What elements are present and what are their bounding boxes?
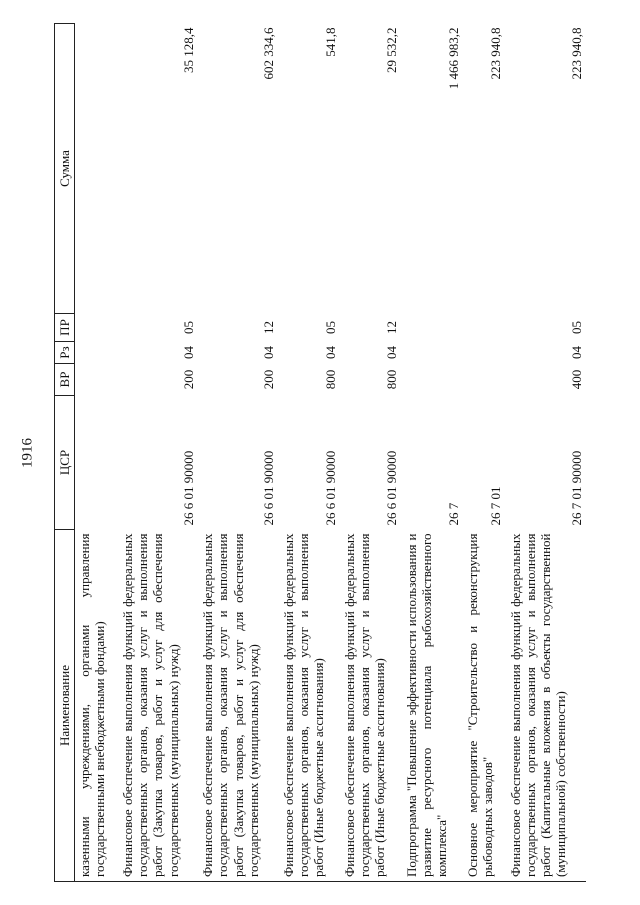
row-rz [75, 341, 118, 363]
header-vr: ВР [55, 363, 75, 395]
row-sum: 541,8 [322, 27, 338, 57]
table-row [118, 23, 198, 881]
row-vr [402, 363, 463, 395]
row-pr: 12 [261, 320, 277, 334]
row-name: Финансовое обеспечение выполнения функций федеральных государственных органов, оказания услуг и выполнения работ (Закупка товаров, работ и услуг для обеспечения государственных (муниципальных) нужд) [118, 529, 198, 881]
row-pr [75, 313, 118, 341]
row-name: Финансовое обеспечение выполнения функций федеральных государственных органов, оказания услуг и выполнения работ (Иные бюджетные ассигнования) [340, 529, 401, 881]
row-pr [463, 313, 506, 341]
row-vr: 800 [384, 369, 400, 389]
row-csr: 26 7 01 90000 [568, 450, 584, 525]
header-pr: ПР [55, 313, 75, 341]
row-name: Подпрограмма "Повышение эффективности использования и развитие ресурсного потенциала рыбохозяйственного комплекса" [402, 529, 463, 881]
row-pr: 05 [322, 320, 338, 334]
row-sum: 223 940,8 [568, 27, 584, 79]
row-csr [75, 395, 118, 529]
table-body [75, 23, 586, 881]
row-sum: 1 466 983,2 [445, 27, 461, 89]
row-vr: 800 [322, 369, 338, 389]
row-rz: 04 [181, 345, 197, 359]
row-pr: 12 [384, 320, 400, 334]
table-row [75, 23, 118, 881]
row-csr: 26 6 01 90000 [261, 450, 277, 525]
budget-table [54, 23, 586, 882]
row-vr: 200 [261, 369, 277, 389]
row-sum: 29 532,2 [384, 27, 400, 73]
row-rz [402, 341, 463, 363]
table-row [340, 23, 401, 881]
table-row [463, 23, 506, 881]
table-row [279, 23, 340, 881]
row-pr: 05 [568, 320, 584, 334]
header-csr: ЦСР [55, 395, 75, 529]
row-rz: 04 [568, 345, 584, 359]
rotated-table-container [54, 24, 586, 882]
table-row [198, 23, 278, 881]
header-rz: Рз [55, 341, 75, 363]
row-name: Финансовое обеспечение выполнения функций федеральных государственных органов, оказания услуг и выполнения работ (Иные бюджетные ассигнования) [279, 529, 340, 881]
row-name: Финансовое обеспечение выполнения функций федеральных государственных органов, оказания услуг и выполнения работ (Закупка товаров, работ и услуг для обеспечения государственных (муниципальных) нужд) [198, 529, 278, 881]
row-vr: 200 [181, 369, 197, 389]
row-rz [463, 341, 506, 363]
row-rz: 04 [322, 345, 338, 359]
row-sum: 602 334,6 [261, 27, 277, 79]
row-sum: 223 940,8 [488, 27, 504, 79]
row-rz: 04 [384, 345, 400, 359]
row-csr: 26 7 01 [488, 486, 504, 525]
row-vr [463, 363, 506, 395]
row-name: казенными учреждениями, органами управления государственными внебюджетными фондами) [75, 529, 118, 881]
row-pr [402, 313, 463, 341]
header-sum: Сумма [55, 23, 75, 313]
row-csr: 26 6 01 90000 [181, 450, 197, 525]
header-name: Наименование [55, 529, 75, 881]
row-rz: 04 [261, 345, 277, 359]
row-pr: 05 [181, 320, 197, 334]
table-row [506, 23, 586, 881]
row-csr: 26 6 01 90000 [384, 450, 400, 525]
row-name: Финансовое обеспечение выполнения функций федеральных государственных органов, оказания услуг и выполнения работ (Капитальные вложения в объекты государственной (муниципальной) собственности) [506, 529, 586, 881]
row-csr: 26 6 01 90000 [322, 450, 338, 525]
page-number: 1916 [19, 438, 36, 468]
row-csr: 26 7 [445, 502, 461, 525]
table-row [402, 23, 463, 881]
row-sum [75, 23, 118, 313]
row-name: Основное мероприятие "Строительство и реконструкция рыбоводных заводов" [463, 529, 506, 881]
row-sum: 35 128,4 [181, 27, 197, 73]
row-vr [75, 363, 118, 395]
row-vr: 400 [568, 369, 584, 389]
table-header-row [55, 23, 75, 881]
